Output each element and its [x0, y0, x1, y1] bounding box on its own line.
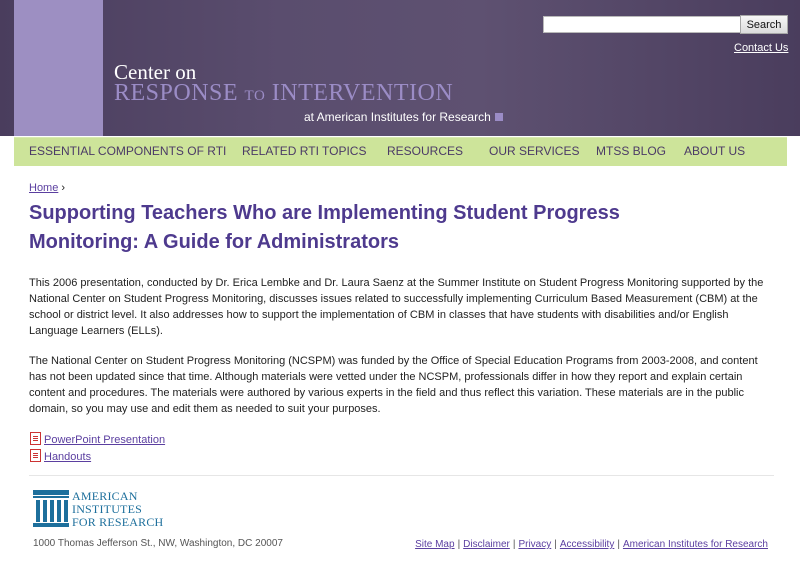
breadcrumb — [29, 182, 65, 194]
header-accent-column — [14, 0, 103, 136]
nav-item-our-services[interactable]: OUR SERVICES — [489, 144, 580, 158]
search-input[interactable] — [543, 16, 743, 33]
logo-word-intervention: INTERVENTION — [271, 80, 454, 106]
logo-word-to: TO — [244, 88, 266, 104]
intro-paragraph: This 2006 presentation, conducted by Dr. Erica Lembke and Dr. Laura Saenz at the Summer Institute on Student Progress Monitoring supported by the National Center on Student Progress Monitoring, discusses issues related to successfully implementing Curriculum Based Measurement (CBM) at the school or district level. It also addresses how to support the implementation of CBM in classes that have students with disabilities and/or English Language Learners (ELLs). — [29, 277, 764, 337]
air-logo-mark-icon[interactable] — [33, 490, 69, 528]
footer-separator: | — [512, 539, 516, 550]
nav-item-about-us[interactable]: ABOUT US — [684, 144, 746, 158]
air-logo-text-line2: INSTITUTES — [72, 502, 142, 516]
footer-separator: | — [617, 539, 620, 550]
nav-item-essential-components[interactable]: ESSENTIAL COMPONENTS OF RTI — [29, 144, 227, 158]
main-nav — [14, 137, 787, 167]
pdf-icon — [30, 449, 41, 462]
logo-word-response: RESPONSE — [114, 80, 239, 106]
footer-address: 1000 Thomas Jefferson St., NW, Washington, DC 20007 — [33, 538, 283, 549]
page-title: Supporting Teachers Who are Implementing Student Progress Monitoring: A Guide for Administrators — [29, 202, 620, 253]
footer-link-disclaimer[interactable]: Disclaimer — [463, 539, 510, 550]
ncspm-paragraph: The National Center on Student Progress Monitoring (NCSPM) was funded by the Office of Special Education Programs from 2003-2008, and content has not been updated since that time. Although materials were vetted under the NCSPM, professionals differ in how they report and explain certain content and procedures. The materials were authored by various experts in the field and thus reflect this variation. These materials are in the public domain, so you may use and edit them as needed to suit your purposes. — [29, 355, 758, 415]
footer-link-privacy[interactable]: Privacy — [518, 539, 552, 550]
footer-separator: | — [457, 539, 461, 550]
air-logo-text-line3: FOR RESEARCH — [72, 515, 164, 529]
pdf-icon — [30, 432, 41, 445]
nav-item-mtss-blog[interactable]: MTSS BLOG — [596, 144, 667, 158]
logo-square-icon — [495, 113, 503, 121]
footer-link-air[interactable]: American Institutes for Research — [622, 539, 768, 550]
footer-links — [415, 539, 768, 550]
powerpoint-presentation-link[interactable] — [30, 432, 165, 446]
logo-line-rti[interactable] — [114, 80, 453, 107]
breadcrumb-separator: › — [61, 182, 66, 194]
logo-line-air — [304, 110, 503, 124]
air-logo-text-line1: AMERICAN — [72, 489, 138, 503]
footer-link-accessibility[interactable]: Accessibility — [559, 539, 615, 550]
search-button[interactable]: Search — [740, 15, 788, 34]
footer-link-site-map[interactable]: Site Map — [415, 539, 455, 550]
powerpoint-presentation-label: PowerPoint Presentation — [44, 434, 166, 446]
nav-item-resources[interactable]: RESOURCES — [387, 144, 464, 158]
breadcrumb-home-link[interactable]: Home — [29, 182, 59, 194]
footer-separator: | — [554, 539, 557, 550]
handouts-label: Handouts — [44, 451, 92, 463]
nav-item-related-topics[interactable]: RELATED RTI TOPICS — [242, 144, 367, 158]
contact-us-link[interactable]: Contact Us — [734, 42, 789, 54]
site-header — [0, 0, 800, 136]
logo-air-text: at American Institutes for Research — [304, 110, 491, 124]
logo-line-center-on[interactable]: Center on — [114, 60, 197, 84]
footer-divider — [29, 475, 774, 476]
handouts-link[interactable] — [30, 449, 91, 463]
